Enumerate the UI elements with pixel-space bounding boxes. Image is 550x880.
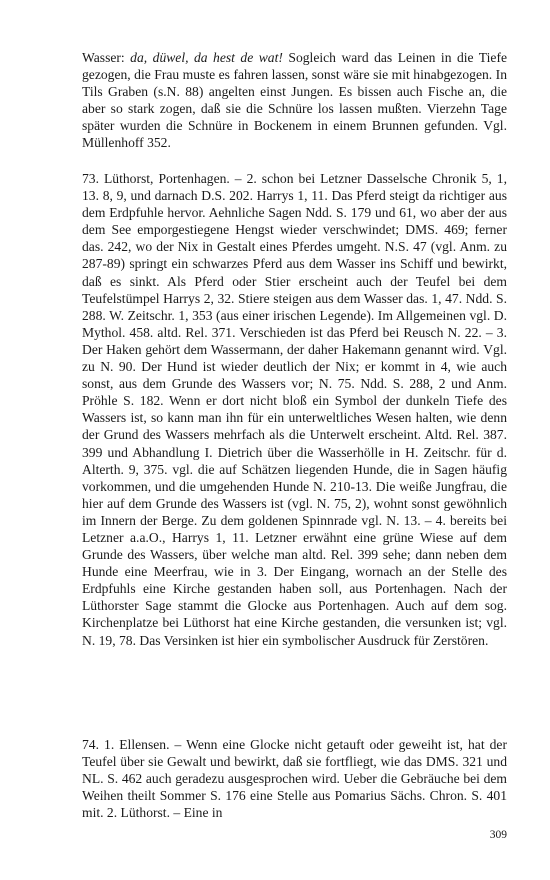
text-block-top [82, 49, 507, 152]
text-span: 73. Lüthorst, Portenhagen. – 2. schon bei Letzner Dasselsche Chronik 5, 1, 13. 8, 9, und darnach D.S. 202. Harrys 1, 11. Das Pferd steigt da richtiger aus dem Erdpfuhle hervor. Aehnliche Sagen Ndd. S. 179 und 61, wo aber der aus dem See emporgestiegene Hengst wieder verschwindet; DMS. 469; ferner das. 242, wo der Nix in Gestalt eines Pferdes umgeht. N.S. 47 (vgl. Anm. zu 287-89) springt ein schwarzes Pferd aus dem Wasser ins Schiff und bewirkt, daß es sinkt. Als Pferd oder Stier erscheint auch der Teufel bei dem Teufelstümpel Harrys 2, 32. Stiere steigen aus dem Wasser das. 1, 47. Ndd. S. 288. W. Zeitschr. 1, 353 (aus einer irischen Legende). Im Allgemeinen vgl. D. Mythol. 458. altd. Rel. 371. Verschieden ist das Pferd bei Reusch N. 22. – 3. Der Haken gehört dem Wassermann, der daher Hakemann genannt wird. Vgl. zu N. 90. Der Hund ist wieder deutlich der Nix; er kommt in 4, wie auch sonst, aus dem Grunde des Wassers vor; N. 75. Ndd. S. 288, 2 und Anm. Pröhle S. 182. Wenn er dort nicht bloß ein Symbol der dunkeln Tiefe des Wassers ist, so kann man ihn für ein unterweltliches Wesen halten, wie denn der Grund des Wassers mehrfach als die Unterwelt erscheint. Altd. Rel. 387. 399 und Abhandlung I. Dietrich über die Wasserhölle in H. Zeitschr. für d. Alterth. 9, 375. vgl. die auf Schätzen liegenden Hunde, die in Sagen häufig vorkommen, und die umgehenden Hunde N. 210-13. Die weiße Jungfrau, die hier auf dem Grunde des Wassers ist (vgl. N. 75, 2), wohnt sonst gewöhnlich im Innern der Berge. Zu dem goldenen Spinnrade vgl. N. 13. – 4. bereits bei Letzner a.a.O., Harrys 1, 11. Letzner erwähnt eine grüne Wiese auf dem Grunde des Wassers, über welche man altd. Rel. 399 sehe; dann neben dem Hunde eine Meerfrau, wie in 3. Der Eingang, wornach an der Stelle des Erdpfuhls eine Kirche gestanden haben soll, aus Portenhagen. Nach der Lüthorster Sage stammt die Glocke aus Portenhagen. Auch auf dem sog. Kirchenplatze bei Lüthorst hat eine Kirche gestanden, die versunken ist; vgl. N. 19, 78. Das Versinken ist hier ein symbolischer Ausdruck für Zerstören. [82, 171, 507, 648]
paragraph-74 [82, 736, 507, 821]
text-span: Wasser: [82, 50, 131, 65]
text-span: Sogleich ward das Leinen in die Tiefe gezogen, die Frau muste es fahren lassen, sonst wäre sie mit hinabgezogen. In Tils Graben (s.N. 88) angelten einst Jungen. Es bissen auch Fische an, die aber so stark zogen, daß sie die Schnüre los lassen mußten. Vierzehn Tage später wurden die Schnüre in Bockenem in einem Brunnen gefunden. Vgl. Müllenhoff 352. [82, 50, 508, 151]
page-number: 309 [489, 829, 507, 841]
paragraph-73 [82, 170, 507, 649]
italic-quote: da, düwel, da hest de wat! [130, 50, 283, 65]
text-block-bottom [82, 736, 507, 821]
text-span: 74. 1. Ellensen. – Wenn eine Glocke nicht getauft oder geweiht ist, hat der Teufel über sie Gewalt und bewirkt, daß sie fortfliegt, wie das DMS. 321 und NL. S. 462 auch geradezu ausgesprochen wird. Ueber die Gebräuche bei dem Weihen theilt Sommer S. 176 eine Stelle aus Pomarius Sächs. Chron. S. 401 mit. 2. Lüthorst. – Eine in [82, 737, 507, 821]
paragraph-wasser [82, 49, 507, 152]
text-block-middle [82, 170, 507, 649]
